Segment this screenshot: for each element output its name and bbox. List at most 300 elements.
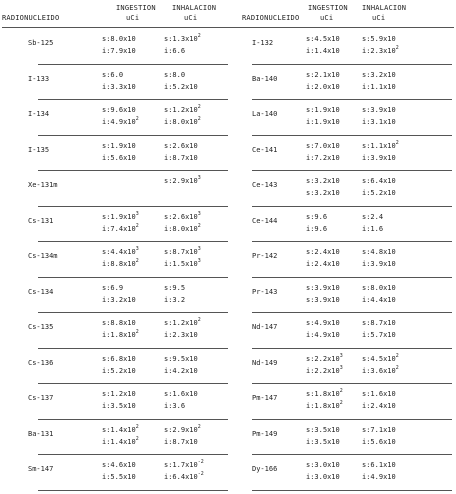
right-ingestion-s (306, 212, 327, 222)
left-inhalation-s-text: s:1.6x10 (164, 390, 198, 398)
row-rule-left (38, 277, 228, 278)
right-inhalation-i-text: i:1.1x10 (362, 82, 396, 91)
right-ingestion-s-text: s:4.9x10 (306, 319, 340, 327)
row-rule-right (252, 206, 452, 207)
right-radionuclide-name-text: Pr-142 (252, 252, 278, 260)
row-rule-left (38, 490, 228, 491)
right-ingestion-i-text: i:3.5x10 (306, 437, 340, 446)
left-ingestion-i-text: i:8.8x10 (102, 260, 136, 268)
right-inhalation-i-text: i:5.2x10 (362, 189, 396, 197)
right-inhalation-s-text: s:3.2x10 (362, 70, 396, 79)
left-ingestion-s (102, 283, 123, 293)
right-inhalation-i (362, 437, 396, 447)
right-radionuclide-name (252, 322, 277, 332)
left-ingestion-i-text: i:3.5x10 (102, 402, 136, 410)
right-radionuclide-name (252, 109, 277, 119)
left-radionuclide-name (28, 464, 53, 474)
right-ingestion-i (306, 82, 340, 92)
right-ingestion-i (306, 472, 340, 482)
right-radionuclide-name-text: I-132 (252, 39, 274, 47)
right-radionuclide-name-text: Pr-143 (252, 287, 278, 296)
right-radionuclide-name-text: Ce-144 (252, 216, 278, 225)
left-inhalation-s-exponent: -2 (197, 459, 204, 465)
right-inhalation-i (362, 472, 396, 482)
right-inhalation-i (362, 295, 396, 305)
left-radionuclide-name (28, 109, 49, 119)
right-radionuclide-name-text: Ba-140 (252, 74, 278, 83)
left-radionuclide-name (28, 145, 49, 155)
row-rule-right (252, 383, 452, 384)
left-inhalation-s-text: s:2.6x10 (164, 141, 198, 150)
right-radionuclide-name-text: Ce-141 (252, 145, 278, 154)
right-ingestion-i-text: i:1.8x10 (306, 402, 340, 410)
right-inhalation-s (362, 70, 396, 80)
left-ingestion-s-text: s:4.6x10 (102, 461, 136, 469)
left-ingestion-i-text: i:3.3x10 (102, 82, 136, 91)
right-radionuclide-name (252, 180, 277, 190)
left-inhalation-i-exponent: 2 (197, 116, 201, 122)
left-inhalation-s-text: s:2.9x10 (164, 425, 198, 434)
right-ingestion-s (306, 389, 343, 399)
right-inhalation-i-text: i:2.4x10 (362, 402, 396, 410)
left-radionuclide-name (28, 358, 53, 368)
left-ingestion-i-text: i:1.8x10 (102, 331, 136, 339)
right-inhalation-i (362, 117, 396, 127)
right-ingestion-s-text: s:2.2x10 (306, 354, 340, 363)
right-inhalation-s (362, 105, 396, 115)
left-inhalation-i-exponent: 2 (197, 222, 201, 229)
right-ingestion-i (306, 437, 340, 447)
right-inhalation-i (362, 188, 396, 198)
right-ingestion-s (306, 70, 340, 80)
right-radionuclide-name (252, 287, 277, 297)
table-row (0, 385, 456, 423)
left-ingestion-i-text: i:5.5x10 (102, 473, 136, 481)
right-inhalation-i-text: i:3.9x10 (362, 260, 396, 268)
left-inhalation-s (164, 460, 204, 470)
left-inhalation-s-exponent: 2 (197, 317, 201, 323)
left-inhalation-i (164, 295, 185, 305)
row-rule-right (252, 490, 452, 491)
right-radionuclide-name-text: Pm-147 (252, 394, 278, 402)
table-row (0, 279, 456, 317)
right-ingestion-i (306, 295, 340, 305)
left-inhalation-s-exponent: 3 (197, 210, 201, 217)
right-radionuclide-name (252, 251, 277, 261)
left-ingestion-i (102, 330, 139, 340)
left-inhalation-s (164, 247, 201, 257)
left-inhalation-s (164, 70, 185, 80)
right-radionuclide-name (252, 464, 277, 474)
left-inhalation-i (164, 437, 198, 447)
left-ingestion-s-text: s:6.9 (102, 283, 124, 292)
left-ingestion-i-text: i:7.9x10 (102, 47, 136, 55)
row-rule-left (38, 454, 228, 455)
left-radionuclide-name-text: Cs-136 (28, 358, 54, 367)
right-inhalation-s (362, 354, 399, 364)
left-inhalation-s-exponent: 2 (197, 423, 201, 430)
left-radionuclide-name-text: Sm-147 (28, 465, 54, 473)
right-radionuclide-name (252, 358, 277, 368)
left-ingestion-s-text: s:8.0x10 (102, 35, 136, 43)
right-ingestion-i-exponent: 3 (339, 364, 343, 371)
right-radionuclide-name (252, 145, 277, 155)
row-rule-right (252, 348, 452, 349)
table-row (0, 101, 456, 139)
left-radionuclide-name-text: Cs-134m (28, 252, 58, 260)
left-ingestion-i (102, 437, 139, 447)
right-ingestion-i-text: i:1.4x10 (306, 47, 340, 55)
right-radionuclide-name (252, 429, 277, 439)
left-ingestion-i-exponent: 2 (135, 116, 139, 122)
right-inhalation-s-text: s:5.9x10 (362, 35, 396, 43)
header-rule (2, 27, 454, 28)
header-radionucleido-left: RADIONUCLEIDO (2, 14, 60, 22)
left-radionuclide-name (28, 287, 53, 297)
right-ingestion-i (306, 117, 340, 127)
left-ingestion-s (102, 105, 136, 115)
right-inhalation-s-text: s:4.5x10 (362, 354, 396, 363)
right-inhalation-i-text: i:3.6x10 (362, 366, 396, 375)
right-inhalation-i-text: i:4.4x10 (362, 295, 396, 304)
left-radionuclide-name-text: I-133 (28, 74, 50, 83)
right-inhalation-i (362, 259, 396, 269)
table-row (0, 30, 456, 68)
left-ingestion-i (102, 366, 136, 376)
right-ingestion-s-text: s:7.0x10 (306, 141, 340, 150)
left-ingestion-i-exponent: 2 (135, 435, 139, 442)
right-inhalation-i-text: i:2.3x10 (362, 47, 396, 55)
right-ingestion-i-text: i:9.6 (306, 224, 328, 233)
left-ingestion-s-text: s:6.8x10 (102, 354, 136, 363)
right-ingestion-i-text: i:2.4x10 (306, 260, 340, 268)
right-ingestion-i-text: i:7.2x10 (306, 153, 340, 162)
left-radionuclide-name-text: Ba-131 (28, 429, 54, 438)
left-radionuclide-name (28, 180, 58, 190)
right-ingestion-i (306, 188, 340, 198)
table-row (0, 172, 456, 210)
row-rule-right (252, 312, 452, 313)
left-inhalation-i (164, 259, 201, 269)
row-rule-right (252, 135, 452, 136)
left-ingestion-s (102, 141, 136, 151)
right-inhalation-s-text: s:7.1x10 (362, 425, 396, 434)
right-inhalation-s (362, 318, 396, 328)
right-inhalation-i (362, 153, 396, 163)
left-inhalation-s (164, 389, 198, 399)
right-ingestion-i-exponent: 2 (339, 400, 343, 406)
right-inhalation-s-text: s:6.1x10 (362, 461, 396, 469)
left-ingestion-i (102, 82, 136, 92)
right-ingestion-s-text: s:1.9x10 (306, 106, 340, 114)
left-radionuclide-name-text: I-135 (28, 145, 50, 154)
right-ingestion-s-text: s:3.0x10 (306, 461, 340, 469)
right-inhalation-i-text: i:4.9x10 (362, 473, 396, 481)
left-ingestion-s-text: s:1.9x10 (102, 141, 136, 150)
right-ingestion-s (306, 247, 340, 257)
right-radionuclide-name-text: Nd-149 (252, 358, 278, 367)
row-rule-left (38, 99, 228, 100)
left-ingestion-i-text: i:4.9x10 (102, 118, 136, 126)
left-inhalation-s (164, 34, 201, 44)
left-inhalation-s-text: s:9.5x10 (164, 354, 198, 363)
left-inhalation-i (164, 117, 201, 127)
right-inhalation-s-text: s:2.4 (362, 212, 384, 221)
left-inhalation-i-exponent: -2 (197, 471, 204, 477)
right-ingestion-i (306, 153, 340, 163)
left-ingestion-s-text: s:9.6x10 (102, 106, 136, 114)
left-inhalation-s-text: s:2.9x10 (164, 177, 198, 185)
right-inhalation-s-text: s:8.0x10 (362, 283, 396, 292)
table-row (0, 137, 456, 175)
left-ingestion-s (102, 247, 139, 257)
left-ingestion-s (102, 212, 139, 222)
left-ingestion-i (102, 295, 136, 305)
right-inhalation-s-exponent: 2 (395, 352, 399, 359)
left-inhalation-i-text: i:8.0x10 (164, 118, 198, 126)
left-inhalation-i-text: i:8.0x10 (164, 224, 198, 233)
left-radionuclide-name (28, 38, 53, 48)
right-inhalation-s-text: s:4.8x10 (362, 248, 396, 256)
left-radionuclide-name-text: Xe-131m (28, 181, 58, 189)
right-inhalation-s (362, 176, 396, 186)
left-ingestion-i-text: i:5.6x10 (102, 153, 136, 162)
right-ingestion-s-text: s:3.2x10 (306, 177, 340, 185)
left-inhalation-i-text: i:1.5x10 (164, 260, 198, 268)
right-inhalation-s (362, 460, 396, 470)
left-ingestion-i-exponent: 2 (135, 329, 139, 335)
left-inhalation-i (164, 153, 198, 163)
left-ingestion-i (102, 259, 139, 269)
left-inhalation-s (164, 212, 201, 222)
table-row (0, 243, 456, 281)
header-ingestion-unit-left: uCi (126, 14, 140, 22)
left-radionuclide-name (28, 216, 53, 226)
left-inhalation-s-text: s:1.2x10 (164, 319, 198, 327)
left-ingestion-s-exponent: 3 (135, 210, 139, 217)
row-rule-right (252, 64, 452, 65)
table-row (0, 421, 456, 459)
row-rule-left (38, 135, 228, 136)
left-ingestion-s-text: s:1.2x10 (102, 390, 136, 398)
left-ingestion-s-text: s:1.4x10 (102, 425, 136, 434)
header-ingestion-unit-right: uCi (320, 14, 334, 22)
right-inhalation-i (362, 46, 399, 56)
right-radionuclide-name-text: Pm-149 (252, 429, 278, 438)
right-radionuclide-name (252, 74, 277, 84)
right-ingestion-s (306, 283, 340, 293)
right-radionuclide-name (252, 393, 277, 403)
right-ingestion-i (306, 224, 327, 234)
row-rule-right (252, 99, 452, 100)
right-inhalation-s-text: s:8.7x10 (362, 319, 396, 327)
right-radionuclide-name-text: La-140 (252, 110, 278, 118)
left-ingestion-i-exponent: 2 (135, 258, 139, 264)
left-ingestion-s-text: s:1.9x10 (102, 212, 136, 221)
right-inhalation-i-text: i:3.9x10 (362, 153, 396, 162)
right-radionuclide-name (252, 38, 273, 48)
right-inhalation-i (362, 224, 383, 234)
row-rule-left (38, 348, 228, 349)
right-ingestion-i-text: s:3.9x10 (306, 295, 340, 304)
right-inhalation-i (362, 82, 396, 92)
right-ingestion-s (306, 460, 340, 470)
right-ingestion-s (306, 318, 340, 328)
left-radionuclide-name-text: Cs-137 (28, 394, 54, 402)
right-ingestion-s (306, 176, 340, 186)
left-inhalation-s (164, 141, 198, 151)
left-inhalation-i-text: i:4.2x10 (164, 366, 198, 375)
right-ingestion-s (306, 141, 340, 151)
row-rule-left (38, 206, 228, 207)
left-ingestion-s (102, 460, 136, 470)
right-inhalation-i (362, 366, 399, 376)
right-inhalation-s-text: s:3.9x10 (362, 106, 396, 114)
right-inhalation-s (362, 141, 399, 151)
left-radionuclide-name (28, 393, 53, 403)
left-ingestion-i-text: i:3.2x10 (102, 295, 136, 304)
left-ingestion-s-text: s:4.4x10 (102, 248, 136, 256)
left-ingestion-i (102, 117, 139, 127)
left-ingestion-i (102, 472, 136, 482)
right-ingestion-i-text: i:1.9x10 (306, 118, 340, 126)
left-inhalation-s-text: s:9.5 (164, 283, 186, 292)
left-radionuclide-name (28, 251, 58, 261)
right-inhalation-i-text: i:5.6x10 (362, 437, 396, 446)
right-ingestion-s-text: s:2.4x10 (306, 248, 340, 256)
left-inhalation-s (164, 354, 198, 364)
left-ingestion-i-text: i:7.4x10 (102, 224, 136, 233)
right-radionuclide-name-text: Nd-147 (252, 323, 278, 331)
left-inhalation-s (164, 425, 201, 435)
left-inhalation-s-text: s:1.2x10 (164, 106, 198, 114)
right-ingestion-i-text: i:4.9x10 (306, 331, 340, 339)
right-ingestion-i (306, 401, 343, 411)
left-inhalation-i (164, 330, 198, 340)
left-inhalation-s (164, 105, 201, 115)
row-rule-left (38, 64, 228, 65)
row-rule-right (252, 454, 452, 455)
left-inhalation-s (164, 283, 185, 293)
right-ingestion-i-text: i:2.0x10 (306, 82, 340, 91)
left-radionuclide-name-text: Cs-131 (28, 216, 54, 225)
header-inhalacion-left: INHALACION (172, 4, 217, 12)
right-inhalation-s (362, 34, 396, 44)
left-ingestion-s-text: s:6.0 (102, 70, 124, 79)
left-inhalation-i-text: i:3.2 (164, 295, 186, 304)
left-radionuclide-name (28, 74, 49, 84)
right-ingestion-i-text: i:3.0x10 (306, 473, 340, 481)
right-ingestion-i (306, 330, 340, 340)
right-ingestion-s-text: s:9.6 (306, 212, 328, 221)
row-rule-left (38, 419, 228, 420)
right-inhalation-i-text: i:1.6 (362, 224, 384, 233)
header-inhalacion-unit-left: uCi (184, 14, 198, 22)
left-ingestion-i-text: i:5.2x10 (102, 366, 136, 375)
right-ingestion-i (306, 259, 340, 269)
right-inhalation-s-text: s:1.6x10 (362, 390, 396, 398)
left-inhalation-s-exponent: 2 (197, 33, 201, 39)
left-inhalation-i-text: i:5.2x10 (164, 82, 198, 91)
row-rule-right (252, 241, 452, 242)
left-inhalation-s-exponent: 2 (197, 104, 201, 110)
right-ingestion-s (306, 425, 340, 435)
left-ingestion-s-exponent: 2 (135, 423, 139, 430)
right-ingestion-s-text: s:4.5x10 (306, 35, 340, 43)
left-ingestion-s (102, 389, 136, 399)
right-ingestion-s (306, 354, 343, 364)
table-row (0, 208, 456, 246)
row-rule-left (38, 170, 228, 171)
left-inhalation-i-text: i:8.7x10 (164, 153, 198, 162)
right-ingestion-s-text: s:1.8x10 (306, 390, 340, 398)
header-ingestion-right: INGESTION (308, 4, 348, 12)
right-ingestion-s-text: s:3.9x10 (306, 283, 340, 292)
row-rule-left (38, 383, 228, 384)
table-row (0, 314, 456, 352)
right-inhalation-s-text: s:1.1x10 (362, 141, 396, 150)
right-inhalation-i (362, 330, 396, 340)
right-radionuclide-name-text: Dy-166 (252, 465, 278, 473)
right-ingestion-s-exponent: 3 (339, 352, 343, 359)
right-inhalation-i-exponent: 2 (395, 364, 399, 371)
left-inhalation-s (164, 318, 201, 328)
row-rule-right (252, 277, 452, 278)
left-ingestion-s (102, 318, 136, 328)
left-inhalation-i (164, 401, 185, 411)
left-ingestion-i (102, 46, 136, 56)
left-inhalation-i (164, 472, 204, 482)
left-ingestion-i-exponent: 2 (135, 222, 139, 229)
left-radionuclide-name (28, 429, 53, 439)
left-ingestion-s (102, 70, 123, 80)
left-radionuclide-name-text: Cs-135 (28, 323, 54, 331)
table-row (0, 456, 456, 494)
right-inhalation-s-text: s:6.4x10 (362, 177, 396, 185)
left-inhalation-s-text: s:2.6x10 (164, 212, 198, 221)
left-radionuclide-name (28, 322, 53, 332)
header-inhalacion-right: INHALACION (362, 4, 407, 12)
header-radionucleido-right: RADIONUCLEIDO (242, 14, 300, 22)
left-inhalation-i-text: i:6.6 (164, 47, 186, 55)
right-inhalation-s (362, 425, 396, 435)
right-ingestion-s (306, 34, 340, 44)
left-ingestion-i (102, 224, 139, 234)
left-radionuclide-name-text: I-134 (28, 110, 50, 118)
left-radionuclide-name-text: Sb-125 (28, 39, 54, 47)
left-ingestion-s (102, 34, 136, 44)
right-inhalation-s-exponent: 2 (395, 139, 399, 146)
left-inhalation-s-exponent: 3 (197, 175, 201, 181)
row-rule-left (38, 241, 228, 242)
right-ingestion-i-text: i:2.2x10 (306, 366, 340, 375)
right-radionuclide-name (252, 216, 277, 226)
left-inhalation-i-exponent: 3 (197, 258, 201, 264)
left-inhalation-s-text: s:1.7x10 (164, 461, 198, 469)
left-inhalation-s-text: s:1.3x10 (164, 35, 198, 43)
left-inhalation-i-text: i:8.7x10 (164, 437, 198, 446)
left-inhalation-i-text: i:6.4x10 (164, 473, 198, 481)
right-inhalation-s (362, 283, 396, 293)
left-inhalation-i (164, 46, 185, 56)
table-row (0, 66, 456, 104)
right-ingestion-s-text: s:2.1x10 (306, 70, 340, 79)
left-ingestion-i (102, 401, 136, 411)
left-inhalation-i-text: i:3.6 (164, 402, 186, 410)
right-inhalation-i (362, 401, 396, 411)
header-ingestion-left: INGESTION (116, 4, 156, 12)
left-ingestion-s (102, 354, 136, 364)
